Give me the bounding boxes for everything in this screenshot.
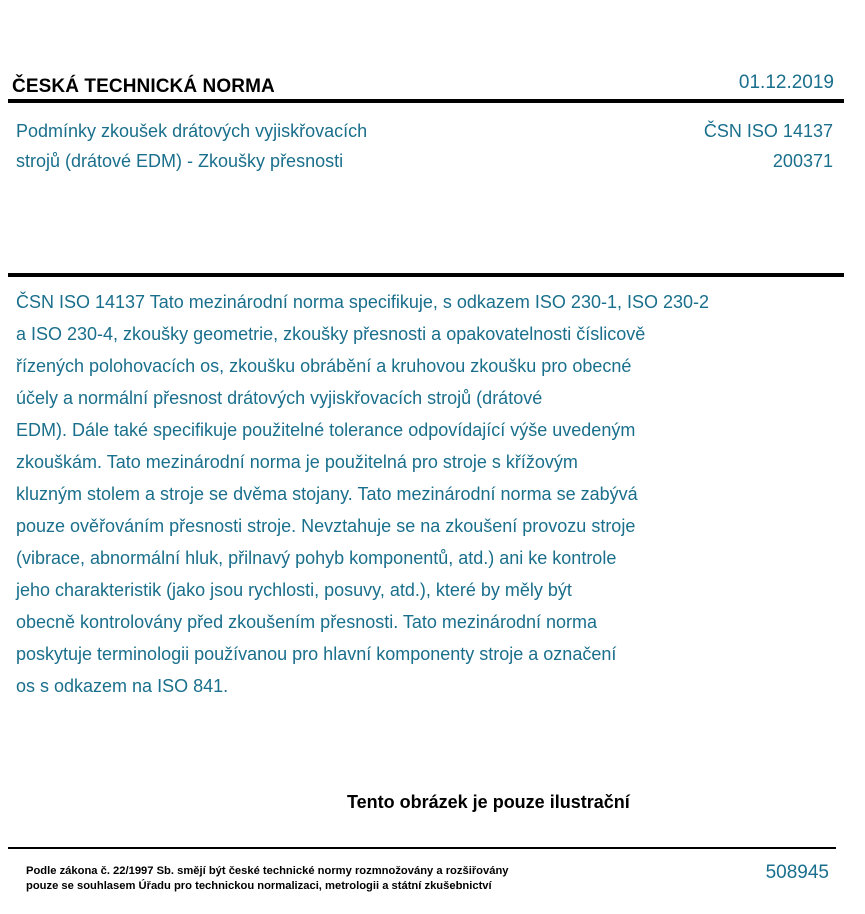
class-number: 200371: [772, 151, 833, 171]
document-number: 508945: [765, 862, 829, 883]
section-divider: [8, 273, 844, 277]
footer-divider: [8, 847, 836, 849]
subject-line-2: strojů (drátové EDM) - Zkoušky přesnosti: [16, 151, 344, 171]
document-title: ČESKÁ TECHNICKÁ NORMA: [12, 76, 275, 97]
illustrative-note: Tento obrázek je pouze ilustrační: [347, 792, 630, 812]
subject-line-1: Podmínky zkoušek drátových vyjiskřovacích: [16, 121, 368, 141]
header-divider: [8, 99, 844, 103]
legal-notice: Podle zákona č. 22/1997 Sb. smějí být české technické normy rozmnožovány a rozšiřovány pouze se souhlasem Úřadu pro technickou normalizaci, metrologii a státní zkušebnictví: [26, 865, 509, 892]
publication-date: 01.12.2019: [738, 72, 834, 93]
standard-code-block: [704, 116, 833, 176]
standard-subject: [16, 116, 496, 176]
abstract-text: ČSN ISO 14137 Tato mezinárodní norma specifikuje, s odkazem ISO 230-1, ISO 230-2 a ISO 230-4, zkoušky geometrie, zkoušky přesnosti a opakovatelnosti číslicově řízených polohovacích os, zkoušku obrábění a kruhovou zkoušku pro obecné účely a normální přesnost drátových vyjiskřovacích strojů (drátové EDM). Dále také specifikuje použitelné tolerance odpovídající výše uvedeným zkouškám. Tato mezinárodní norma je použitelná pro stroje s křížovým kluzným stolem a stroje se dvěma stojany. Tato mezinárodní norma se zabývá pouze ověřováním přesnosti stroje. Nevztahuje se na zkoušení provozu stroje (vibrace, abnormální hluk, přilnavý pohyb komponentů, atd.) ani ke kontrole jeho charakteristik (jako jsou rychlosti, posuvy, atd.), které by měly být obecně kontrolovány před zkoušením přesnosti. Tato mezinárodní norma poskytuje terminologii používanou pro hlavní komponenty stroje a označení os s odkazem na ISO 841.: [16, 292, 710, 696]
standard-code: ČSN ISO 14137: [703, 121, 833, 141]
